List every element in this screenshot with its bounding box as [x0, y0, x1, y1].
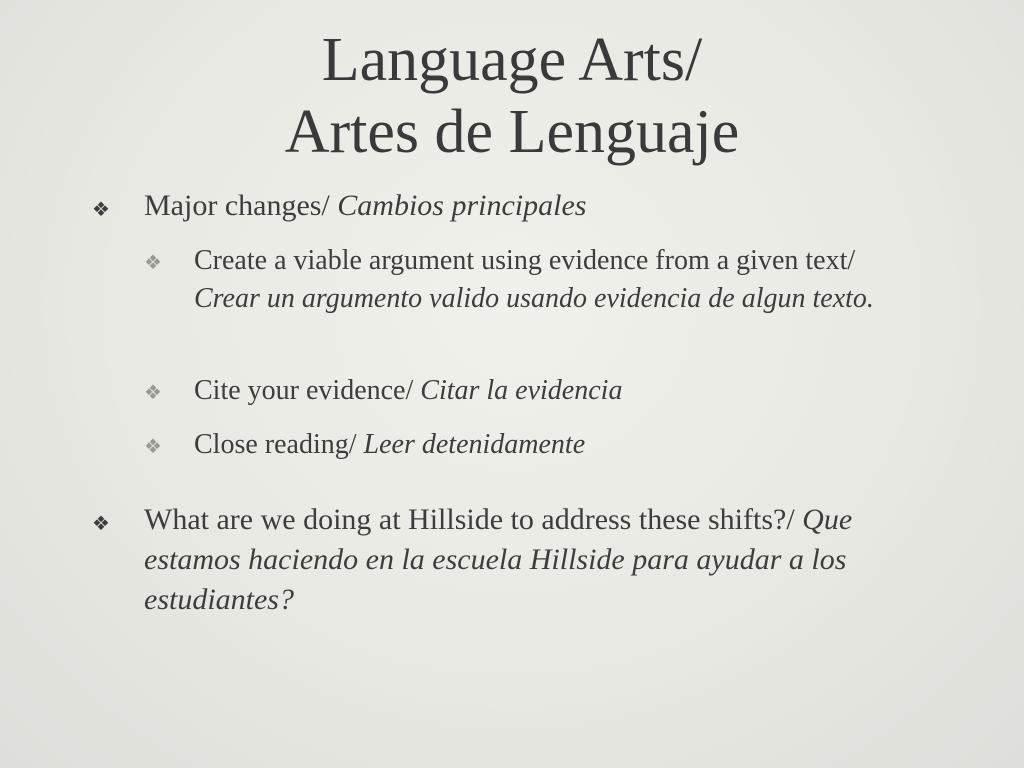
diamond-bullet-icon: ❖	[144, 252, 162, 274]
bullet-text-en: Create a viable argument using evidence from a given text/	[194, 245, 856, 276]
diamond-bullet-icon: ❖	[144, 436, 162, 458]
title-line-2: Artes de Lenguaje	[284, 98, 740, 166]
bullet-text-es: Leer detenidamente	[363, 429, 586, 460]
bullet-text-en: What are we doing at Hillside to address these shifts?/	[144, 503, 803, 536]
diamond-bullet-icon: ❖	[144, 382, 162, 404]
bullet-text-en: Major changes/	[144, 189, 338, 222]
diamond-bullet-icon: ❖	[92, 513, 110, 535]
bullet-text-en: Cite your evidence/	[194, 375, 421, 406]
bullet-text-es: Crear un argumento valido usando evidencia de algun texto.	[194, 283, 874, 314]
bullet-text-es: Que estamos haciendo en la escuela Hillside para ayudar a los estudiantes?	[144, 503, 853, 616]
bullet-text-en: Close reading/	[194, 429, 364, 460]
slide-title	[0, 24, 1024, 168]
title-line-1: Language Arts/	[321, 26, 703, 94]
diamond-bullet-icon: ❖	[92, 199, 110, 221]
bullet-text-es: Cambios principales	[337, 189, 587, 222]
bullet-text-es: Citar la evidencia	[420, 375, 623, 406]
